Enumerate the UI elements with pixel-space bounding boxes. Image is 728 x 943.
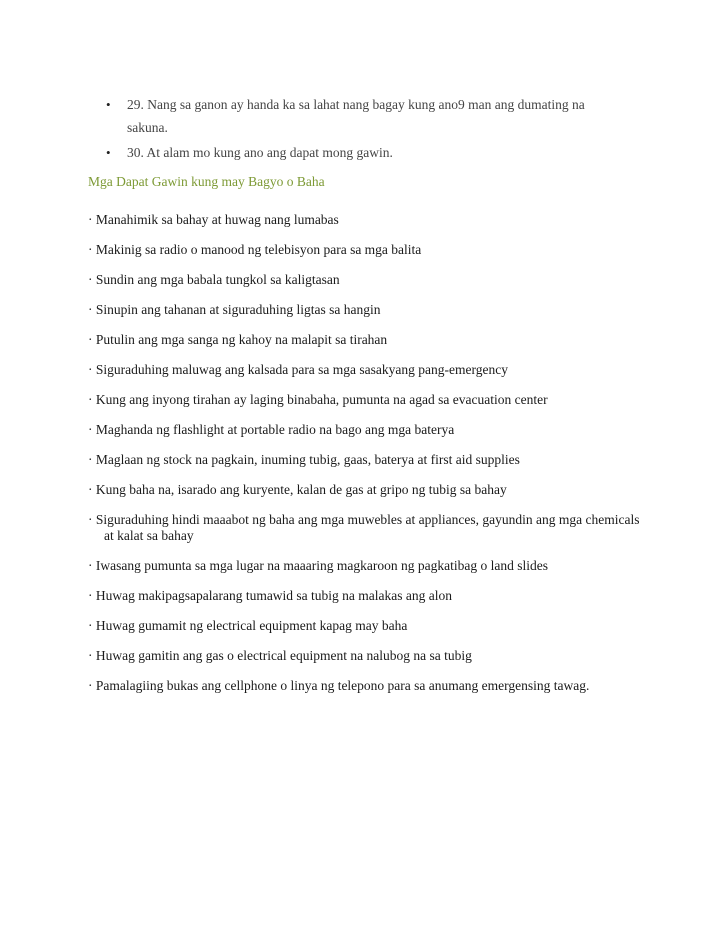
tip-item: · Sundin ang mga babala tungkol sa kaligtasan (88, 272, 340, 287)
list-item-text: 30. At alam mo kung ano ang dapat mong gawin. (127, 145, 393, 160)
numbered-list (106, 93, 627, 164)
bullet-icon: • (106, 145, 111, 160)
bullet-icon: • (106, 97, 111, 112)
tip-item: · Sinupin ang tahanan at siguraduhing ligtas sa hangin (88, 302, 381, 317)
tip-item: · Kung baha na, isarado ang kuryente, kalan de gas at gripo ng tubig sa bahay (88, 482, 507, 497)
section-heading: Mga Dapat Gawin kung may Bagyo o Baha (88, 174, 325, 189)
tip-item: · Makinig sa radio o manood ng telebisyon para sa mga balita (88, 242, 422, 257)
tips-list (88, 212, 648, 708)
tip-item: · Huwag gamitin ang gas o electrical equipment na nalubog na sa tubig (88, 648, 472, 663)
tip-item: · Maghanda ng flashlight at portable radio na bago ang mga baterya (88, 422, 455, 437)
tip-item: · Putulin ang mga sanga ng kahoy na malapit sa tirahan (88, 332, 388, 347)
tip-item: · Siguraduhing maluwag ang kalsada para sa mga sasakyang pang-emergency (88, 362, 508, 377)
list-item (106, 141, 627, 164)
tip-item: · Manahimik sa bahay at huwag nang lumabas (88, 212, 339, 227)
tip-item: · Huwag gumamit ng electrical equipment kapag may baha (88, 618, 408, 633)
tip-item: · Pamalagiing bukas ang cellphone o linya ng telepono para sa anumang emergensing tawag. (88, 678, 590, 693)
tip-item: · Iwasang pumunta sa mga lugar na maaaring magkaroon ng pagkatibag o land slides (88, 558, 548, 573)
list-item (106, 93, 627, 139)
tip-item: · Kung ang inyong tirahan ay laging binabaha, pumunta na agad sa evacuation center (88, 392, 548, 407)
tip-item: · Siguraduhing hindi maaabot ng baha ang mga muwebles at appliances, gayundin ang mga chemicals at kalat sa bahay (88, 512, 640, 543)
list-item-text: 29. Nang sa ganon ay handa ka sa lahat nang bagay kung ano9 man ang dumating na sakuna. (127, 97, 585, 135)
tip-item: · Maglaan ng stock na pagkain, inuming tubig, gaas, baterya at first aid supplies (88, 452, 520, 467)
tip-item: · Huwag makipagsapalarang tumawid sa tubig na malakas ang alon (88, 588, 453, 603)
